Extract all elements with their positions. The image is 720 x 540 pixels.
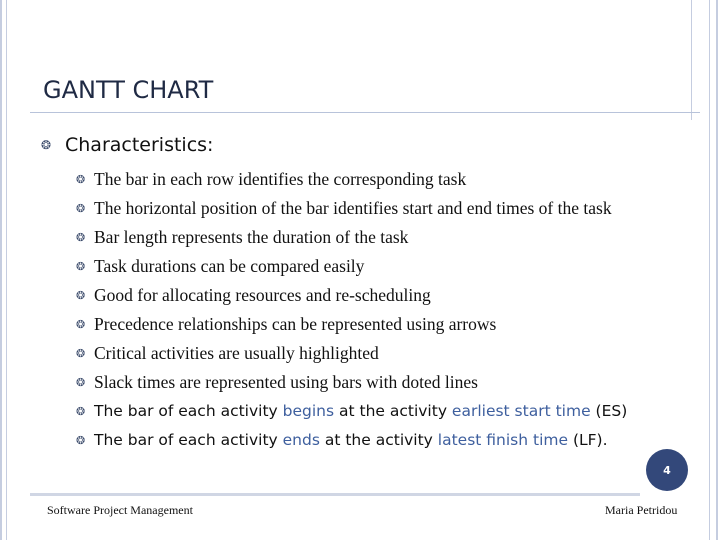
- bullet-icon: ❂: [76, 202, 86, 215]
- bullet-icon: ❂: [76, 405, 86, 418]
- list-item: ❂ Good for allocating resources and re-scheduling: [76, 281, 676, 310]
- page-number-badge: 4: [646, 449, 688, 491]
- list-item-begins: ❂ The bar of each activity begins at the activity earliest start time (ES): [76, 397, 676, 426]
- keyword-begins: begins: [282, 402, 335, 420]
- list-item: ❂ The bar in each row identifies the corresponding task: [76, 165, 676, 194]
- list-item: ❂ Critical activities are usually highlighted: [76, 339, 676, 368]
- bullet-icon: ❂: [76, 289, 86, 302]
- frame-line-left-inner: [6, 0, 7, 540]
- footer-divider: [30, 493, 640, 496]
- list-item: ❂ Slack times are represented using bars with doted lines: [76, 368, 676, 397]
- list-item: ❂ Precedence relationships can be represented using arrows: [76, 310, 676, 339]
- slide-title: GANTT CHART: [43, 76, 214, 104]
- keyword-latest-finish: latest finish time: [437, 431, 569, 449]
- title-divider: [30, 112, 700, 113]
- frame-line-right-inner: [709, 0, 710, 540]
- keyword-earliest-start: earliest start time: [451, 402, 591, 420]
- bullet-icon: ❂: [76, 231, 86, 244]
- frame-line-left-outer: [0, 0, 2, 540]
- list-item-ends: ❂ The bar of each activity ends at the activity latest finish time (LF).: [76, 426, 676, 455]
- bullet-icon: ❂: [76, 376, 86, 389]
- frame-line-right-mid: [691, 0, 692, 120]
- list-item: ❂ Bar length represents the duration of the task: [76, 223, 676, 252]
- frame-line-right-outer: [716, 0, 718, 540]
- heading-text: Characteristics:: [65, 134, 214, 156]
- bullet-icon: ❂: [41, 138, 52, 152]
- bullet-icon: ❂: [76, 347, 86, 360]
- characteristics-list: [76, 165, 676, 455]
- list-item: ❂ The horizontal position of the bar identifies start and end times of the task: [76, 198, 612, 218]
- bullet-icon: ❂: [76, 318, 86, 331]
- keyword-ends: ends: [282, 431, 320, 449]
- bullet-icon: ❂: [76, 260, 86, 273]
- footer-course-title: Software Project Management: [47, 503, 193, 517]
- bullet-icon: ❂: [76, 434, 86, 447]
- bullet-icon: ❂: [76, 173, 86, 186]
- footer-author: Maria Petridou: [605, 503, 678, 517]
- list-item: ❂ Task durations can be compared easily: [76, 252, 676, 281]
